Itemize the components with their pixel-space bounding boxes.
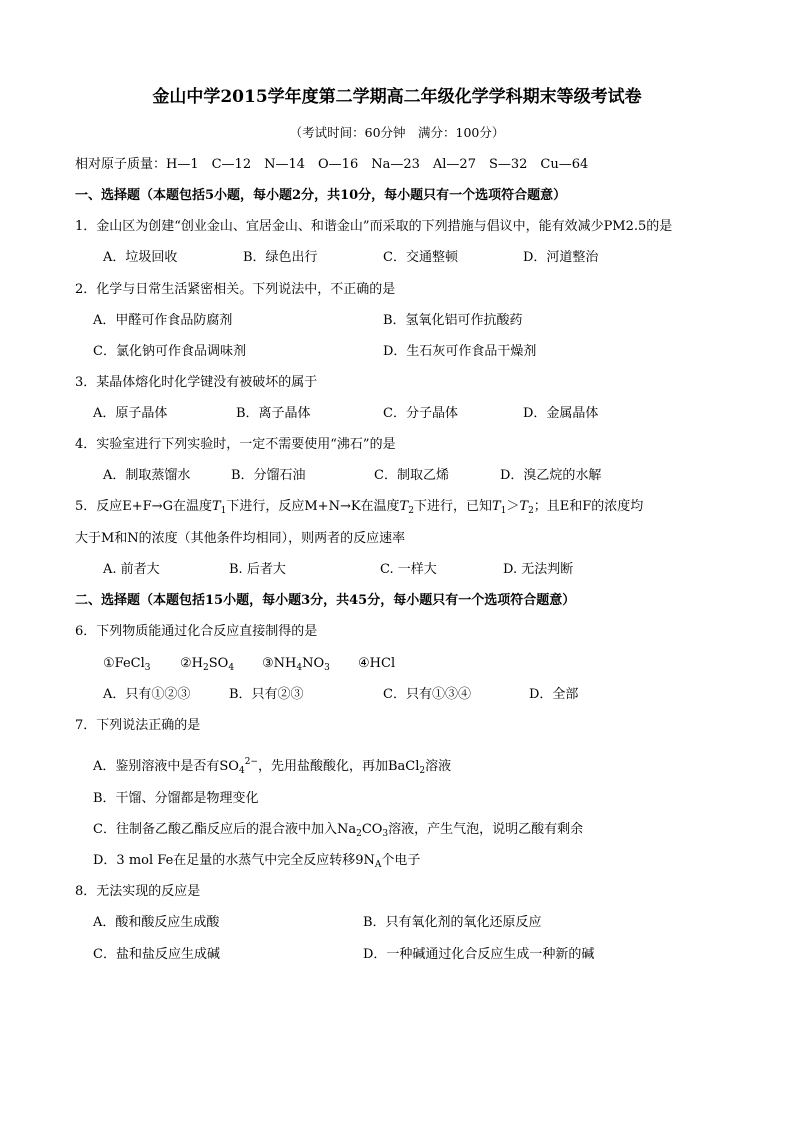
q6-compound-2-sub-b: 4 bbox=[228, 663, 235, 673]
q7-option-c-text-2: CO bbox=[361, 822, 383, 837]
q3-stem: 3．某晶体熔化时化学键没有被破坏的属于 bbox=[75, 375, 318, 390]
section-2-heading: 二、选择题（本题包括15小题，每小题3分，共45分，每小题只有一个选项符合题意） bbox=[75, 593, 576, 608]
q7-option-d bbox=[93, 852, 420, 874]
q5-stem-part-4: ；且E和F的浓度均 bbox=[533, 499, 644, 514]
q1-option-c: C．交通整顿 bbox=[383, 250, 458, 265]
q7-option-a-sub: 4 bbox=[238, 766, 245, 776]
q8-option-c: C．盐和盐反应生成碱 bbox=[93, 947, 220, 962]
q8-option-b: B．只有氧化剂的氧化还原反应 bbox=[363, 915, 542, 930]
q5-cmp-t2: T bbox=[519, 499, 529, 514]
q3-option-a: A．原子晶体 bbox=[93, 406, 168, 421]
q1-option-d: D．河道整治 bbox=[523, 250, 599, 265]
q7-option-a bbox=[93, 753, 451, 780]
q3-option-d: D．金属晶体 bbox=[523, 406, 599, 421]
q5-stem-part-1: 5．反应E+F→G在温度 bbox=[75, 499, 212, 514]
q2-option-c: C．氯化钠可作食品调味剂 bbox=[93, 344, 246, 359]
q6-compound-1-sub: 3 bbox=[144, 663, 151, 673]
q3-option-b: B．离子晶体 bbox=[236, 406, 311, 421]
q5-t2: T bbox=[399, 499, 409, 514]
q5-option-d: D. 无法判断 bbox=[503, 562, 574, 577]
q5-option-c: C. 一样大 bbox=[380, 562, 437, 577]
q6-option-b: B．只有②③ bbox=[229, 687, 304, 702]
q6-option-a: A．只有①②③ bbox=[103, 687, 191, 702]
q1-stem: 1．金山区为创建“创业金山、宜居金山、和谐金山”而采取的下列措施与倡议中，能有效减少PM2.5的是 bbox=[75, 219, 673, 234]
exam-info: （考试时间：60分钟 满分：100分） bbox=[289, 125, 505, 140]
q6-compound-3-sub-b: 3 bbox=[324, 663, 330, 673]
q7-option-c-text-3: 溶液，产生气泡，说明乙酸有剩余 bbox=[388, 822, 584, 837]
q4-option-a: A．制取蒸馏水 bbox=[103, 468, 191, 483]
q5-cmp-t2-sub: 2 bbox=[528, 506, 534, 516]
q8-option-a: A．酸和酸反应生成酸 bbox=[93, 915, 220, 930]
q5-stem-line-2: 大于M和N的浓度（其他条件均相同），则两者的反应速率 bbox=[75, 531, 406, 546]
q6-compound-3-text: ③NH bbox=[262, 656, 297, 671]
q6-option-c: C．只有①③④ bbox=[383, 687, 471, 702]
q7-option-d-sub: A bbox=[374, 860, 382, 870]
q2-stem: 2．化学与日常生活紧密相关。下列说法中，不正确的是 bbox=[75, 282, 396, 297]
q4-option-b: B．分馏石油 bbox=[231, 468, 306, 483]
q7-option-a-sup: 2− bbox=[244, 757, 258, 767]
q7-option-a-text-2: ，先用盐酸酸化，再加BaCl bbox=[257, 759, 420, 774]
q5-t2-sub: 2 bbox=[408, 506, 414, 516]
q7-option-b: B．干馏、分馏都是物理变化 bbox=[93, 791, 259, 806]
q6-option-d: D．全部 bbox=[529, 687, 579, 702]
q6-compound-1-text: ①FeCl bbox=[103, 656, 145, 671]
q4-stem: 4．实验室进行下列实验时，一定不需要使用“沸石”的是 bbox=[75, 437, 396, 452]
q2-option-d: D．生石灰可作食品干燥剂 bbox=[383, 344, 537, 359]
q6-compound-2-text-b: SO bbox=[208, 656, 229, 671]
q7-option-a-text-1: A．鉴别溶液中是否有SO bbox=[93, 759, 239, 774]
q6-compound-2-text: ②H bbox=[180, 656, 203, 671]
q6-compound-3-text-b: NO bbox=[302, 656, 325, 671]
q7-option-c-sub-2: 3 bbox=[382, 829, 389, 839]
q5-stem-part-3: 下进行，已知 bbox=[413, 499, 492, 514]
q5-t1-sub: 1 bbox=[220, 506, 227, 516]
q1-option-a: A．垃圾回收 bbox=[103, 250, 178, 265]
q4-option-c: C．制取乙烯 bbox=[374, 468, 449, 483]
q6-compound-1 bbox=[103, 655, 151, 677]
q7-option-c-sub-1: 2 bbox=[356, 829, 362, 839]
q7-option-d-text-2: 个电子 bbox=[381, 853, 421, 868]
q5-cmp-gt: ＞ bbox=[506, 499, 520, 514]
q6-compound-4: ④HCl bbox=[358, 656, 396, 671]
q5-t1: T bbox=[211, 499, 221, 514]
q7-option-d-text-1: D．3 mol Fe在足量的水蒸气中完全反应转移9N bbox=[93, 853, 375, 868]
page-title: 金山中学2015学年度第二学期高二年级化学学科期末等级考试卷 bbox=[152, 87, 642, 107]
q2-option-a: A．甲醛可作食品防腐剂 bbox=[93, 313, 233, 328]
q7-option-c bbox=[93, 821, 583, 843]
q7-option-a-sub-2: 2 bbox=[419, 766, 426, 776]
q6-stem: 6．下列物质能通过化合反应直接制得的是 bbox=[75, 624, 318, 639]
q5-option-a: A. 前者大 bbox=[103, 562, 160, 577]
q4-option-d: D．溴乙烷的水解 bbox=[500, 468, 602, 483]
q8-stem: 8．无法实现的反应是 bbox=[75, 884, 201, 899]
q8-option-d: D．一种碱通过化合反应生成一种新的碱 bbox=[363, 947, 595, 962]
section-1-heading: 一、选择题（本题包括5小题，每小题2分，共10分，每小题只有一个选项符合题意） bbox=[75, 188, 567, 203]
q5-option-b: B. 后者大 bbox=[229, 562, 286, 577]
q6-compound-3-sub-a: 4 bbox=[296, 663, 303, 673]
q1-option-b: B．绿色出行 bbox=[243, 250, 318, 265]
q6-compound-2 bbox=[180, 655, 234, 677]
q5-cmp-t1: T bbox=[491, 499, 501, 514]
q5-stem bbox=[75, 498, 643, 520]
q7-option-a-text-3: 溶液 bbox=[425, 759, 452, 774]
q7-option-c-text-1: C．往制备乙酸乙酯反应后的混合液中加入Na bbox=[93, 822, 357, 837]
q6-compound-3 bbox=[262, 655, 330, 677]
q2-option-b: B．氢氧化铝可作抗酸药 bbox=[383, 313, 523, 328]
atomic-masses: 相对原子质量：H—1 C—12 N—14 O—16 Na—23 Al—27 S—32 Cu—64 bbox=[75, 157, 589, 172]
q3-option-c: C．分子晶体 bbox=[383, 406, 458, 421]
q6-compound-2-sub-a: 2 bbox=[203, 663, 209, 673]
q5-cmp-t1-sub: 1 bbox=[500, 506, 507, 516]
q7-stem: 7．下列说法正确的是 bbox=[75, 718, 201, 733]
q5-stem-part-2: 下进行，反应M+N→K在温度 bbox=[226, 499, 400, 514]
